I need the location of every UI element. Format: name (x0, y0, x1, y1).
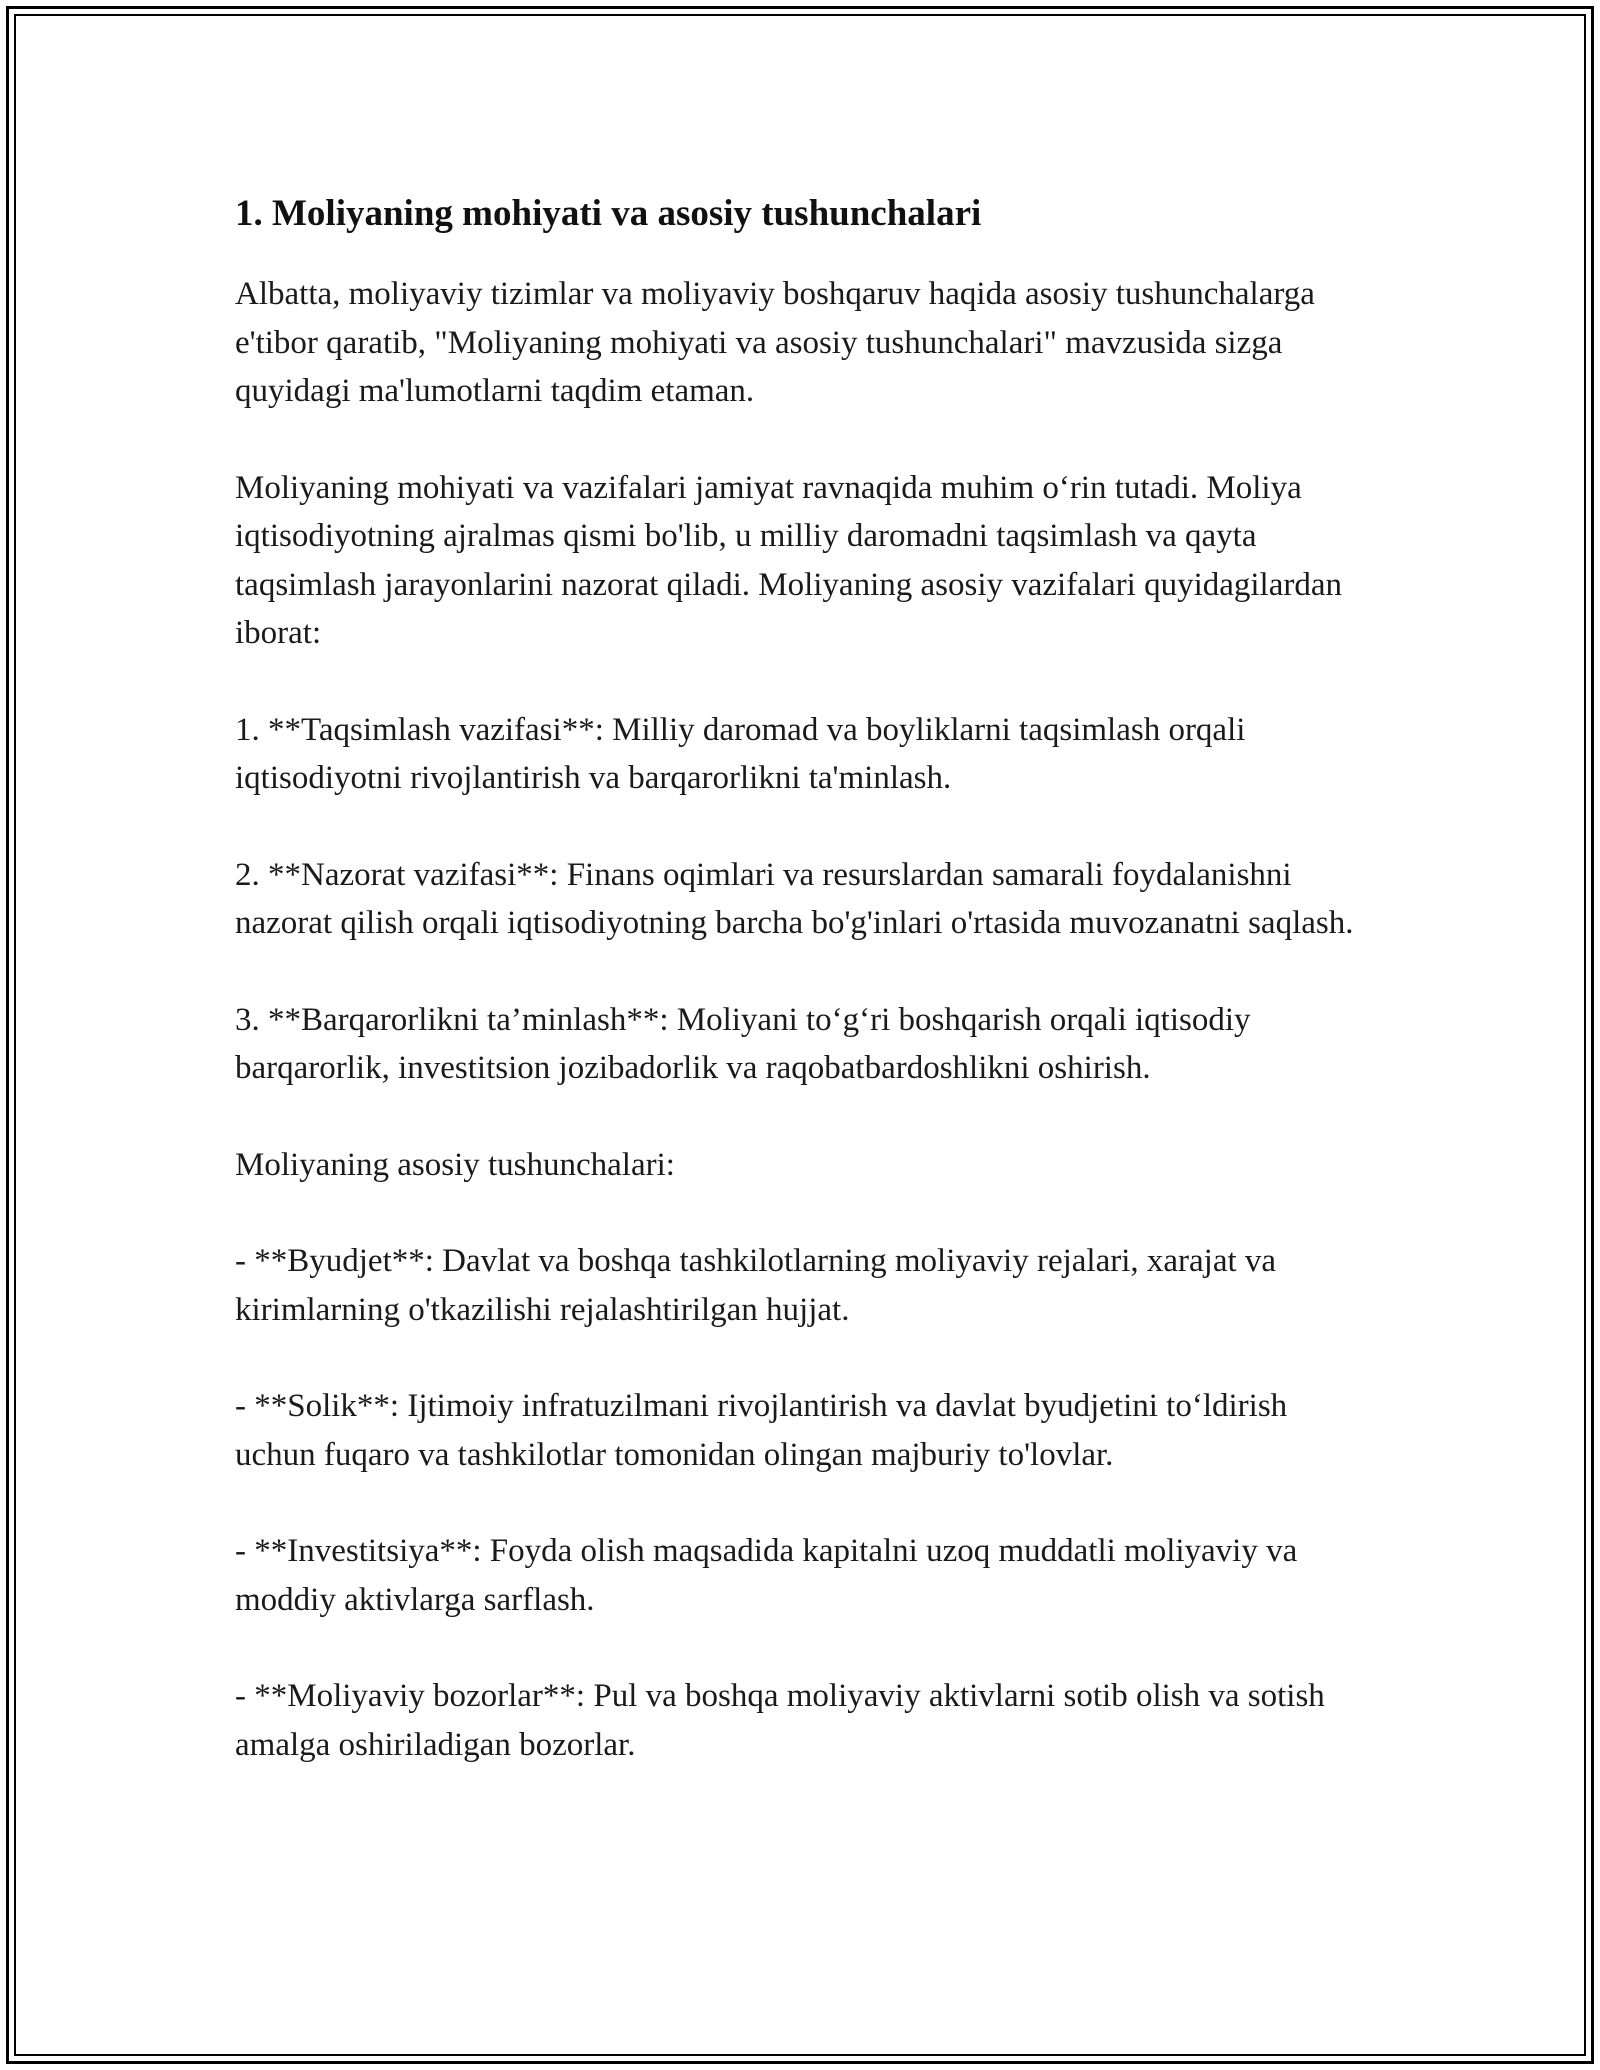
function-item-control: 2. **Nazorat vazifasi**: Finans oqimlari va resurslardan samarali foydalanishni nazorat qilish orqali iqtisodiyotning barcha bo'g'inlari o'rtasida muvozanatni saqlash. (235, 856, 1354, 941)
document-title: 1. Moliyaning mohiyati va asosiy tushunchalari (235, 193, 982, 234)
concept-item-budget: - **Byudjet**: Davlat va boshqa tashkilotlarning moliyaviy rejalari, xarajat va kirimlarning o'tkazilishi rejalashtirilgan hujjat. (235, 1243, 1277, 1328)
intro-paragraph: Albatta, moliyaviy tizimlar va moliyaviy boshqaruv haqida asosiy tushunchalarga e'tibor qaratib, "Moliyaning mohiyati va asosiy tushunchalari" mavzusida sizga quyidagi ma'lumotlarni taqdim etaman. (235, 276, 1315, 409)
concept-item-tax: - **Solik**: Ijtimoiy infratuzilmani rivojlantirish va davlat byudjetini toʻldirish uchun fuqaro va tashkilotlar tomonidan olingan majburiy to'lovlar. (235, 1388, 1288, 1473)
concepts-heading: Moliyaning asosiy tushunchalari: (235, 1146, 675, 1183)
concept-item-markets: - **Moliyaviy bozorlar**: Pul va boshqa moliyaviy aktivlarni sotib olish va sotish amalga oshiriladigan bozorlar. (235, 1678, 1325, 1763)
concept-item-investment: - **Investitsiya**: Foyda olish maqsadida kapitalni uzoq muddatli moliyaviy va moddiy aktivlarga sarflash. (235, 1533, 1298, 1618)
function-item-stability: 3. **Barqarorlikni ta’minlash**: Moliyani toʻgʻri boshqarish orqali iqtisodiy barqarorlik, investitsion jozibadorlik va raqobatbardoshlikni oshirish. (235, 1001, 1251, 1086)
essence-paragraph: Moliyaning mohiyati va vazifalari jamiyat ravnaqida muhim oʻrin tutadi. Moliya iqtisodiyotning ajralmas qismi bo'lib, u milliy daromadni taqsimlash va qayta taqsimlash jarayonlarini nazorat qiladi. Moliyaning asosiy vazifalari quyidagilardan iborat: (235, 469, 1342, 651)
document-body (235, 185, 1375, 1769)
function-item-distribution: 1. **Taqsimlash vazifasi**: Milliy daromad va boyliklarni taqsimlash orqali iqtisodiyotni rivojlantirish va barqarorlikni ta'minlash. (235, 711, 1246, 796)
